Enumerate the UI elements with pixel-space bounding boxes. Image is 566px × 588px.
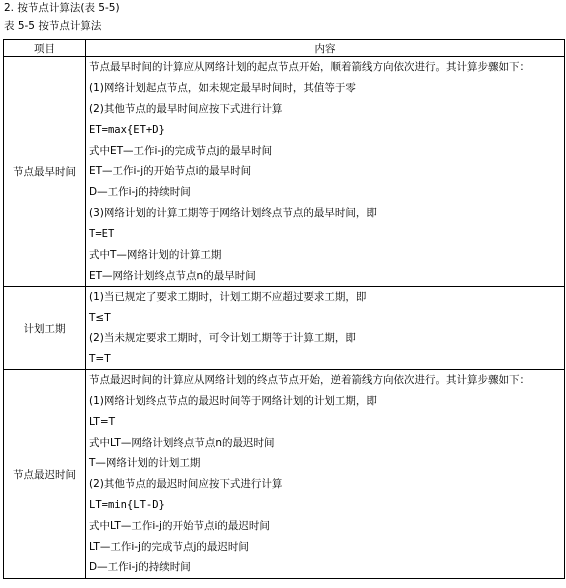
formula-line: ET=max{ET+D} [89, 123, 165, 136]
content-line: (1)网络计划起点节点，如未规定最早时间时，其值等于零 [89, 81, 356, 94]
content-line: (2)其他节点的最早时间应按下式进行计算 [89, 102, 283, 115]
content-line: (1)网络计划终点节点的最迟时间等于网络计划的计划工期，即 [89, 395, 377, 408]
row-item-latest-time: 节点最迟时间 [4, 370, 86, 579]
column-header-item: 项目 [4, 40, 86, 57]
table-header-row [4, 40, 565, 57]
content-line: ET—工作i-j的开始节点i的最早时间 [89, 165, 252, 178]
formula-line: T≤T [89, 311, 111, 324]
table-row [4, 286, 565, 369]
row-content-latest-time [86, 370, 565, 579]
content-line: 节点最早时间的计算应从网络计划的起点节点开始，顺着箭线方向依次进行。其计算步骤如下： [89, 61, 530, 73]
formula-line: LT=min{LT-D} [89, 499, 165, 512]
row-item-earliest-time: 节点最早时间 [4, 57, 86, 287]
content-line: T—网络计划的计划工期 [89, 457, 201, 470]
content-line: D—工作i-j的持续时间 [89, 561, 191, 574]
content-line: (2)当未规定要求工期时，可令计划工期等于计算工期，即 [89, 332, 356, 345]
row-content-earliest-time [86, 57, 565, 287]
content-line: D—工作i-j的持续时间 [89, 186, 191, 199]
formula-line: LT=T [89, 415, 116, 428]
content-line: LT—工作i-j的完成节点j的最迟时间 [89, 540, 249, 553]
row-content-planned-duration [86, 286, 565, 369]
section-heading: 2. 按节点计算法(表 5-5) [4, 2, 120, 14]
content-line: 式中ET—工作i-j的完成节点j的最早时间 [89, 144, 273, 157]
content-line: ET—网络计划终点节点n的最早时间 [89, 269, 256, 282]
formula-line: T=T [89, 352, 111, 365]
column-header-content: 内容 [86, 40, 565, 57]
content-line: (1)当已规定了要求工期时，计划工期不应超过要求工期，即 [89, 290, 367, 303]
table-caption: 表 5-5 按节点计算法 [4, 20, 102, 32]
content-line: 式中T—网络计划的计算工期 [89, 249, 222, 262]
row-item-planned-duration: 计划工期 [4, 286, 86, 369]
node-calculation-table [3, 39, 565, 579]
content-line: (2)其他节点的最迟时间应按下式进行计算 [89, 478, 283, 491]
content-line: 式中LT—工作i-j的开始节点i的最迟时间 [89, 519, 270, 532]
table-row [4, 57, 565, 287]
content-line: 节点最迟时间的计算应从网络计划的终点节点开始，逆着箭线方向依次进行。其计算步骤如下： [89, 374, 530, 387]
table-row [4, 370, 565, 579]
formula-line: T=ET [89, 228, 115, 241]
content-line: (3)网络计划的计算工期等于网络计划终点节点的最早时间，即 [89, 207, 377, 220]
content-line: 式中LT—网络计划终点节点n的最迟时间 [89, 436, 275, 449]
